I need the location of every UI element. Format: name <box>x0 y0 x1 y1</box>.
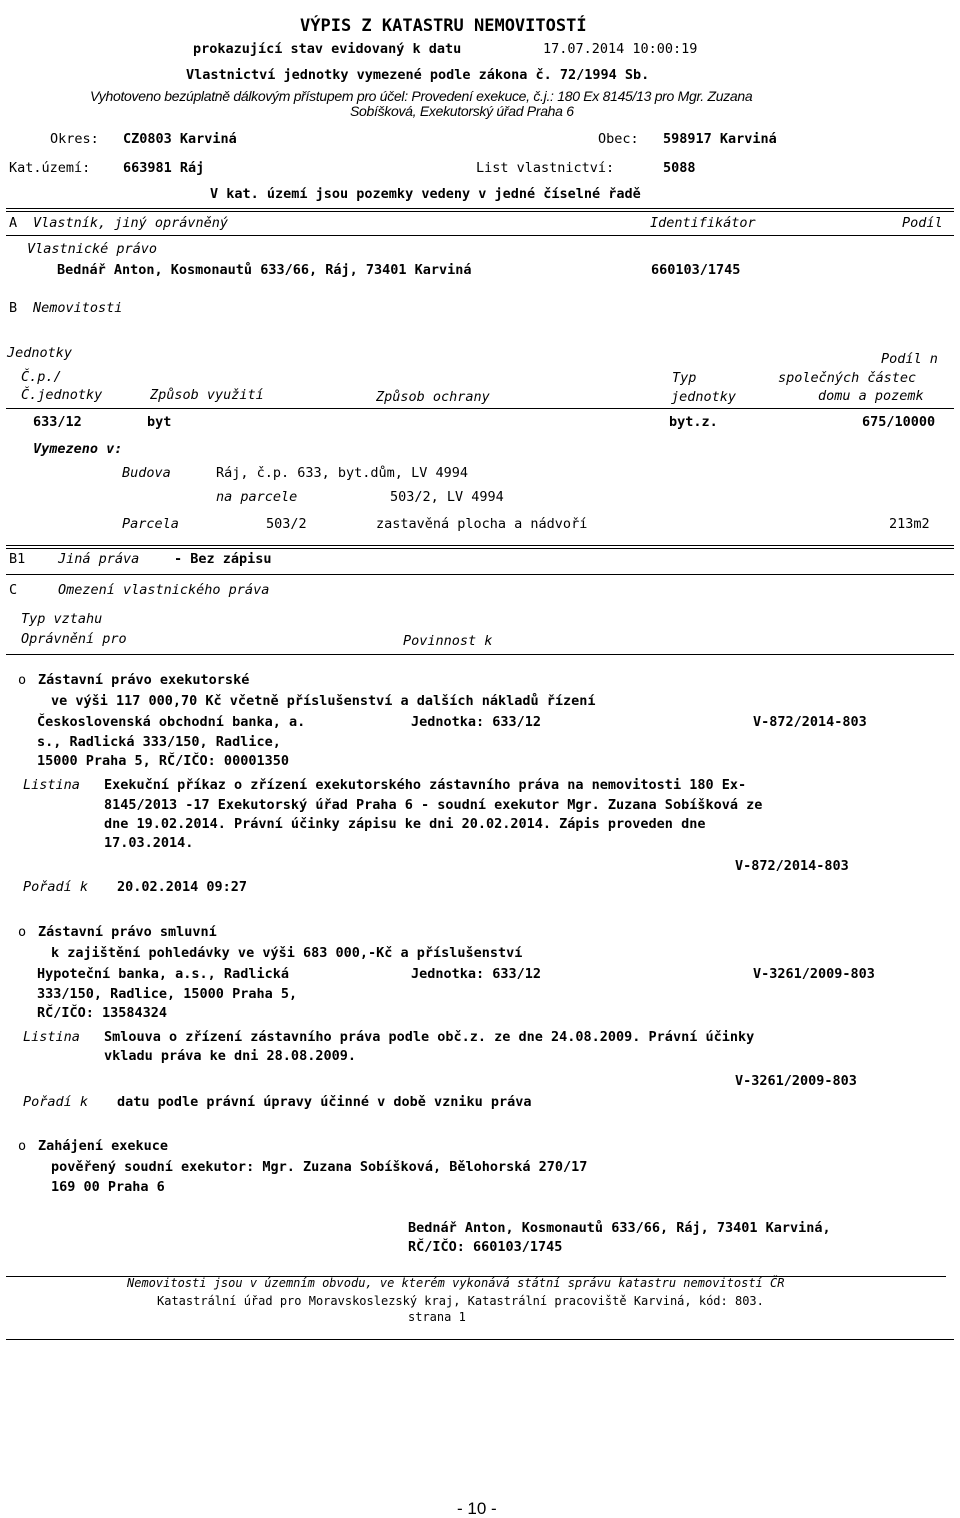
okres-label: Okres: <box>50 131 99 147</box>
unit-share: 675/10000 <box>862 414 936 430</box>
col-authorized-for: Oprávnění pro <box>21 631 127 647</box>
col-protection: Způsob ochrany <box>376 389 490 405</box>
document-ref: V-872/2014-803 <box>735 858 849 874</box>
document-line-2: 8145/2013 -17 Exekutorský úřad Praha 6 - soudní exekutor Mgr. Zuzana Sobíšková ze <box>104 797 763 813</box>
divider <box>6 235 954 236</box>
col-identifier: Identifikátor <box>650 215 756 231</box>
parcel-number: 503/2 <box>266 516 307 532</box>
order-label: Pořadí k <box>23 879 89 895</box>
section-c-letter: C <box>9 582 18 598</box>
document-line-1: Exekuční příkaz o zřízení exekutorského zástavního práva na nemovitosti 180 Ex- <box>104 777 747 793</box>
footer-page-label: strana 1 <box>408 1310 466 1324</box>
col-type-1: Typ <box>672 370 697 386</box>
section-a-letter: A <box>9 215 18 231</box>
col-cp: Č.p./ <box>21 369 62 385</box>
section-b1-title: Jiná práva <box>58 551 140 567</box>
col-type-2: jednotky <box>671 389 737 405</box>
divider <box>6 408 954 409</box>
obligated-party-1: Bednář Anton, Kosmonautů 633/66, Ráj, 73401 Karviná, <box>408 1220 831 1236</box>
unit-use: byt <box>147 414 172 430</box>
col-relation-type: Typ vztahu <box>21 611 103 627</box>
divider <box>6 1339 954 1340</box>
executor-line-2: 169 00 Praha 6 <box>51 1179 165 1195</box>
subtitle-date: 17.07.2014 10:00:19 <box>543 41 698 57</box>
col-share-3: domu a pozemk <box>818 388 924 404</box>
divider <box>6 545 954 549</box>
section-c-title: Omezení vlastnického práva <box>58 582 270 598</box>
document-line-3: dne 19.02.2014. Právní účinky zápisu ke dni 20.02.2014. Zápis proveden dne <box>104 816 706 832</box>
col-obligation: Povinnost k <box>403 633 493 649</box>
creditor-line-3: 15000 Praha 5, RČ/IČO: 00001350 <box>37 753 289 769</box>
encumbrance-amount: k zajištění pohledávky ve výši 683 000,-Kč a příslušenství <box>51 945 523 961</box>
obligated-party-2: RČ/IČO: 660103/1745 <box>408 1239 563 1255</box>
encumbrance-ref: V-3261/2009-803 <box>753 966 875 982</box>
katuzemi-value: 663981 Ráj <box>123 160 205 176</box>
unit-number: 633/12 <box>33 414 82 430</box>
creditor-line-1: Hypoteční banka, a.s., Radlická <box>37 966 289 982</box>
owner-name: Bednář Anton, Kosmonautů 633/66, Ráj, 73401 Karviná <box>57 262 472 278</box>
section-b-title: Nemovitosti <box>33 300 123 316</box>
encumbrance-amount: ve výši 117 000,70 Kč včetně příslušenství a dalších nákladů řízení <box>51 693 596 709</box>
section-b1-value: - Bez zápisu <box>174 551 272 567</box>
bullet: o <box>18 672 27 688</box>
document-line-1: Smlouva o zřízení zástavního práva podle obč.z. ze dne 24.08.2009. Právní účinky <box>104 1029 755 1045</box>
units-label: Jednotky <box>7 345 73 361</box>
section-a-title: Vlastník, jiný oprávněný <box>33 215 229 231</box>
obec-value: 598917 Karviná <box>663 131 777 147</box>
document-line-4: 17.03.2014. <box>104 835 194 851</box>
divider <box>6 654 954 655</box>
document-label: Listina <box>23 1029 80 1045</box>
executor-line-1: pověřený soudní exekutor: Mgr. Zuzana Sobíšková, Bělohorská 270/17 <box>51 1159 588 1175</box>
divider <box>6 208 954 212</box>
encumbrance-title: Zástavní právo smluvní <box>38 924 217 940</box>
footer-line-1: Nemovitosti jsou v územním obvodu, ve kterém vykonává státní správu katastru nemovitostí ČR <box>127 1276 785 1290</box>
document-ref: V-3261/2009-803 <box>735 1073 857 1089</box>
page-number: - 10 - <box>457 1499 497 1518</box>
unit-type: byt.z. <box>669 414 718 430</box>
bullet: o <box>18 924 27 940</box>
document-title: VÝPIS Z KATASTRU NEMOVITOSTÍ <box>300 16 587 36</box>
parcel-label: Parcela <box>122 516 179 532</box>
bullet: o <box>18 1138 27 1154</box>
building-value: Ráj, č.p. 633, byt.dům, LV 4994 <box>216 465 468 481</box>
section-b1-letter: B1 <box>9 551 26 567</box>
okres-value: CZ0803 Karviná <box>123 131 237 147</box>
defined-in-label: Vymezeno v: <box>33 441 123 457</box>
document-label: Listina <box>23 777 80 793</box>
list-label: List vlastnictví: <box>476 160 615 176</box>
creditor-line-1: Československá obchodní banka, a. <box>37 714 306 730</box>
purpose-line-1: Vyhotoveno bezúplatně dálkovým přístupem pro účel: Provedení exekuce, č.j.: 180 Ex 8145/13 pro Mgr. Zuzana <box>90 88 753 104</box>
building-label: Budova <box>122 465 171 481</box>
creditor-line-3: RČ/IČO: 13584324 <box>37 1005 168 1021</box>
purpose-line-2: Sobíšková, Exekutorský úřad Praha 6 <box>350 103 574 119</box>
col-share-2: společných částec <box>778 370 917 386</box>
encumbrance-unit: Jednotka: 633/12 <box>411 714 542 730</box>
divider <box>6 574 954 575</box>
obec-label: Obec: <box>598 131 639 147</box>
col-use: Způsob využití <box>150 387 264 403</box>
list-value: 5088 <box>663 160 696 176</box>
col-share: Podíl <box>902 215 943 231</box>
footer-line-2: Katastrální úřad pro Moravskoslezský kraj, Katastrální pracoviště Karviná, kód: 803. <box>157 1294 764 1308</box>
order-label: Pořadí k <box>23 1094 89 1110</box>
katuzemi-label: Kat.území: <box>9 160 91 176</box>
subtitle-label: prokazující stav evidovaný k datu <box>193 41 462 57</box>
encumbrance-title: Zástavní právo exekutorské <box>38 672 250 688</box>
encumbrance-title: Zahájení exekuce <box>38 1138 169 1154</box>
parcel-type: zastavěná plocha a nádvoří <box>376 516 588 532</box>
creditor-line-2: 333/150, Radlice, 15000 Praha 5, <box>37 986 298 1002</box>
owner-id: 660103/1745 <box>651 262 741 278</box>
law-line: Vlastnictví jednotky vymezené podle zákona č. 72/1994 Sb. <box>186 67 650 83</box>
parcel-note: V kat. území jsou pozemky vedeny v jedné číselné řadě <box>210 186 641 202</box>
col-share-1: Podíl n <box>881 351 938 367</box>
parcel-area: 213m2 <box>889 516 930 532</box>
order-value: 20.02.2014 09:27 <box>117 879 248 895</box>
order-value: datu podle právní úpravy účinné v době vzniku práva <box>117 1094 532 1110</box>
ownership-right-label: Vlastnické právo <box>27 241 158 257</box>
creditor-line-2: s., Radlická 333/150, Radlice, <box>37 734 281 750</box>
document-line-2: vkladu práva ke dni 28.08.2009. <box>104 1048 356 1064</box>
on-parcel-value: 503/2, LV 4994 <box>390 489 504 505</box>
on-parcel-label: na parcele <box>216 489 298 505</box>
col-unit: Č.jednotky <box>21 387 103 403</box>
encumbrance-unit: Jednotka: 633/12 <box>411 966 542 982</box>
section-b-letter: B <box>9 300 18 316</box>
encumbrance-ref: V-872/2014-803 <box>753 714 867 730</box>
